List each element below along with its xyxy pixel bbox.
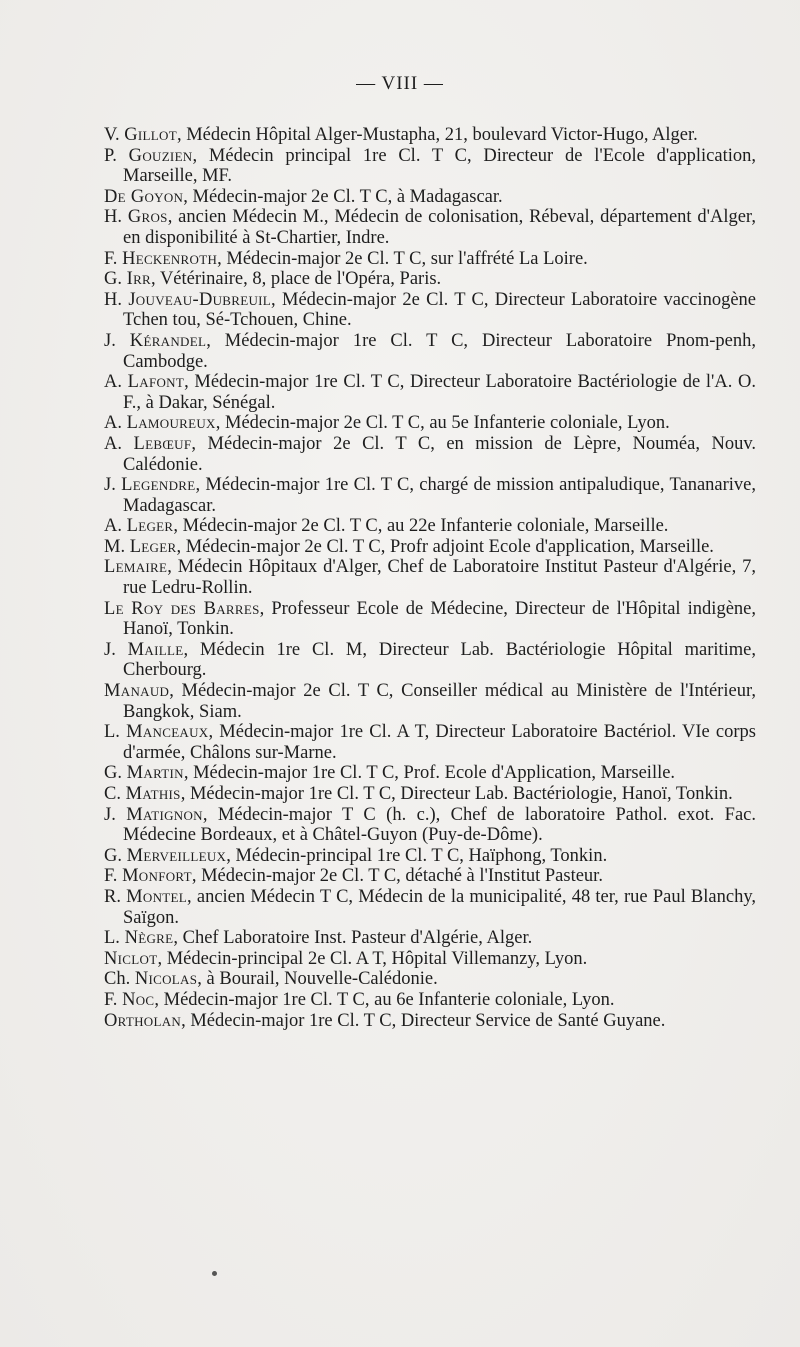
entry-details: , Médecin-major T C (h. c.), Chef de laboratoire Pathol. exot. Fac. Médecine Bordeaux, et à Châtel-Guyon (Puy-de-Dôme). xyxy=(123,804,756,846)
entry-name: Niclot xyxy=(104,948,158,969)
entry-details: , Médecin-major 2e Cl. T C, Profr adjoint Ecole d'application, Marseille. xyxy=(176,536,714,557)
list-item xyxy=(104,640,756,681)
entry-name: Lafont xyxy=(127,372,185,393)
list-item xyxy=(104,372,756,413)
entry-details: , Médecin-major 2e Cl. T C, sur l'affrété La Loire. xyxy=(217,248,588,269)
entry-name: Kérandel xyxy=(129,330,207,351)
entry-details: , Médecin-major 1re Cl. T C, au 6e Infanterie coloniale, Lyon. xyxy=(154,989,615,1010)
list-item xyxy=(104,784,756,805)
entry-name: Monfort xyxy=(122,866,192,887)
list-item xyxy=(104,990,756,1011)
list-item xyxy=(104,434,756,475)
member-list xyxy=(104,125,756,1031)
list-item xyxy=(104,249,756,270)
entry-name: Legendre xyxy=(121,475,196,496)
entry-details: , Médecin-major 2e Cl. T C, détaché à l'Institut Pasteur. xyxy=(191,866,603,887)
list-item xyxy=(104,1011,756,1032)
entry-details: , ancien Médecin M., Médecin de colonisation, Rébeval, département d'Alger, en disponibilité à St-Chartier, Indre. xyxy=(123,207,756,248)
entry-initial: L. xyxy=(104,722,127,743)
entry-details: , Médecin-major 2e Cl. T C, au 5e Infanterie coloniale, Lyon. xyxy=(215,413,670,434)
entry-details: , à Bourail, Nouvelle-Calédonie. xyxy=(197,969,438,990)
entry-details: , Médecin-major 1re Cl. T C, Directeur Service de Santé Guyane. xyxy=(181,1010,666,1031)
list-item xyxy=(104,413,756,434)
list-item xyxy=(104,805,756,846)
list-item xyxy=(104,681,756,722)
entry-initial: A. xyxy=(104,413,127,434)
entry-details: , Médecin-major 2e Cl. T C, en mission de Lèpre, Nouméa, Nouv. Calédonie. xyxy=(123,433,756,475)
entry-name: Noc xyxy=(122,989,155,1010)
entry-details: , Médecin 1re Cl. M, Directeur Lab. Bactériologie Hôpital maritime, Cherbourg. xyxy=(123,639,756,681)
list-item xyxy=(104,722,756,763)
list-item xyxy=(104,969,756,990)
entry-initial: A. xyxy=(104,372,128,393)
entry-name: Matignon xyxy=(126,804,203,825)
entry-initial: F. xyxy=(104,866,123,887)
entry-name: Leger xyxy=(129,536,177,557)
entry-name: Heckenroth xyxy=(122,248,218,269)
entry-details: , Médecin-major 2e Cl. T C, Conseiller médical au Ministère de l'Intérieur, Bangkok, Siam. xyxy=(123,681,756,722)
entry-name: Leger xyxy=(126,516,174,537)
entry-details: , Médecin-major 1re Cl. T C, Prof. Ecole d'Application, Marseille. xyxy=(183,763,676,784)
entry-name: Manaud xyxy=(104,681,170,702)
entry-details: , Médecin-principal 1re Cl. T C, Haïphong, Tonkin. xyxy=(226,845,608,866)
entry-initial: F. xyxy=(104,989,123,1010)
entry-initial: V. xyxy=(104,125,125,145)
list-item xyxy=(104,269,756,290)
entry-initial: J. xyxy=(104,330,130,351)
entry-details: , Médecin-major 1re Cl. T C, chargé de mission antipaludique, Tananarive, Madagascar. xyxy=(123,475,756,516)
list-item xyxy=(104,516,756,537)
entry-details: , Médecin-major 1re Cl. T C, Directeur Laboratoire Pnom-penh, Cambodge. xyxy=(123,330,756,372)
entry-details: , Médecin-major 2e Cl. T C, à Madagascar. xyxy=(183,186,503,207)
list-item xyxy=(104,207,756,248)
entry-details: , Médecin Hôpital Alger-Mustapha, 21, boulevard Victor-Hugo, Alger. xyxy=(176,125,698,145)
entry-details: , Médecin-principal 2e Cl. A T, Hôpital Villemanzy, Lyon. xyxy=(157,948,588,969)
entry-initial: R. xyxy=(104,886,127,907)
entry-name: Mathis xyxy=(125,784,181,804)
list-item xyxy=(104,599,756,640)
entry-details: , Médecin principal 1re Cl. T C, Directeur de l'Ecole d'application, Marseille, MF. xyxy=(123,145,757,187)
list-item xyxy=(104,187,756,208)
page-number: — VIII — xyxy=(356,73,444,94)
entry-initial: A. xyxy=(104,433,134,454)
entry-initial: Ch. xyxy=(104,969,135,990)
entry-name: Manceaux xyxy=(126,722,209,743)
entry-name: Lemaire xyxy=(104,557,168,578)
list-item xyxy=(104,537,756,558)
entry-initial: G. xyxy=(104,269,127,290)
list-item xyxy=(104,125,756,146)
entry-details: , Médecin-major 2e Cl. T C, Directeur Laboratoire vaccinogène Tchen tou, Sé-Tchouen, Chine. xyxy=(123,289,756,331)
list-item xyxy=(104,557,756,598)
entry-name: De Goyon xyxy=(104,186,184,207)
entry-details: , Médecin-major 1re Cl. T C, Directeur Lab. Bactériologie, Hanoï, Tonkin. xyxy=(180,784,733,804)
entry-initial: F. xyxy=(104,248,123,269)
entry-initial: J. xyxy=(104,639,128,660)
entry-name: Gouzien xyxy=(128,145,193,166)
entry-name: Maille xyxy=(127,639,184,660)
entry-initial: L. xyxy=(104,928,125,949)
entry-initial: H. xyxy=(104,207,128,228)
entry-name: Gros xyxy=(127,207,168,228)
list-item xyxy=(104,846,756,867)
entry-details: , Médecin-major 2e Cl. T C, au 22e Infanterie coloniale, Marseille. xyxy=(173,516,669,537)
entry-name: Lamoureux xyxy=(126,413,216,434)
entry-name: Merveilleux xyxy=(126,845,227,866)
list-item xyxy=(104,475,756,516)
entry-initial: J. xyxy=(104,804,127,825)
entry-details: , Médecin-major 1re Cl. A T, Directeur Laboratoire Bactériol. VIe corps d'armée, Châlons sur-Marne. xyxy=(123,722,756,763)
entry-details: , Professeur Ecole de Médecine, Directeur de l'Hôpital indigène, Hanoï, Tonkin. xyxy=(123,598,756,640)
entry-name: Montel xyxy=(126,886,188,907)
entry-name: Le Roy des Barres xyxy=(104,598,260,619)
list-item xyxy=(104,928,756,949)
entry-initial: G. xyxy=(104,763,127,784)
list-item xyxy=(104,866,756,887)
list-item xyxy=(104,887,756,928)
entry-initial: A. xyxy=(104,516,127,537)
list-item xyxy=(104,290,756,331)
entry-name: Gillot xyxy=(124,125,177,145)
list-item xyxy=(104,949,756,970)
entry-name: Nègre xyxy=(124,928,174,949)
list-item xyxy=(104,331,756,372)
entry-details: , Chef Laboratoire Inst. Pasteur d'Algérie, Alger. xyxy=(173,928,533,949)
list-item xyxy=(104,763,756,784)
entry-initial: H. xyxy=(104,289,129,310)
list-item xyxy=(104,146,756,187)
entry-details: , Vétérinaire, 8, place de l'Opéra, Paris. xyxy=(151,269,442,290)
entry-name: Martin xyxy=(126,763,184,784)
entry-details: , ancien Médecin T C, Médecin de la municipalité, 48 ter, rue Paul Blanchy, Saïgon. xyxy=(123,886,756,928)
entry-initial: C. xyxy=(104,784,126,804)
entry-initial: G. xyxy=(104,845,127,866)
entry-name: Nicolas xyxy=(134,969,198,990)
entry-name: Ortholan xyxy=(104,1010,182,1031)
ink-speck xyxy=(212,1271,217,1276)
entry-details: , Médecin-major 1re Cl. T C, Directeur Laboratoire Bactériologie de l'A. O. F., à Dakar, Sénégal. xyxy=(123,372,756,413)
entry-details: , Médecin Hôpitaux d'Alger, Chef de Laboratoire Institut Pasteur d'Algérie, 7, rue Ledru-Rollin. xyxy=(123,557,756,599)
entry-initial: J. xyxy=(104,475,122,496)
entry-name: Irr xyxy=(126,269,152,290)
entry-name: Jouveau-Dubreuil xyxy=(128,289,272,310)
entry-initial: P. xyxy=(104,145,129,166)
entry-initial: M. xyxy=(104,536,130,557)
entry-name: Lebœuf xyxy=(133,433,192,454)
